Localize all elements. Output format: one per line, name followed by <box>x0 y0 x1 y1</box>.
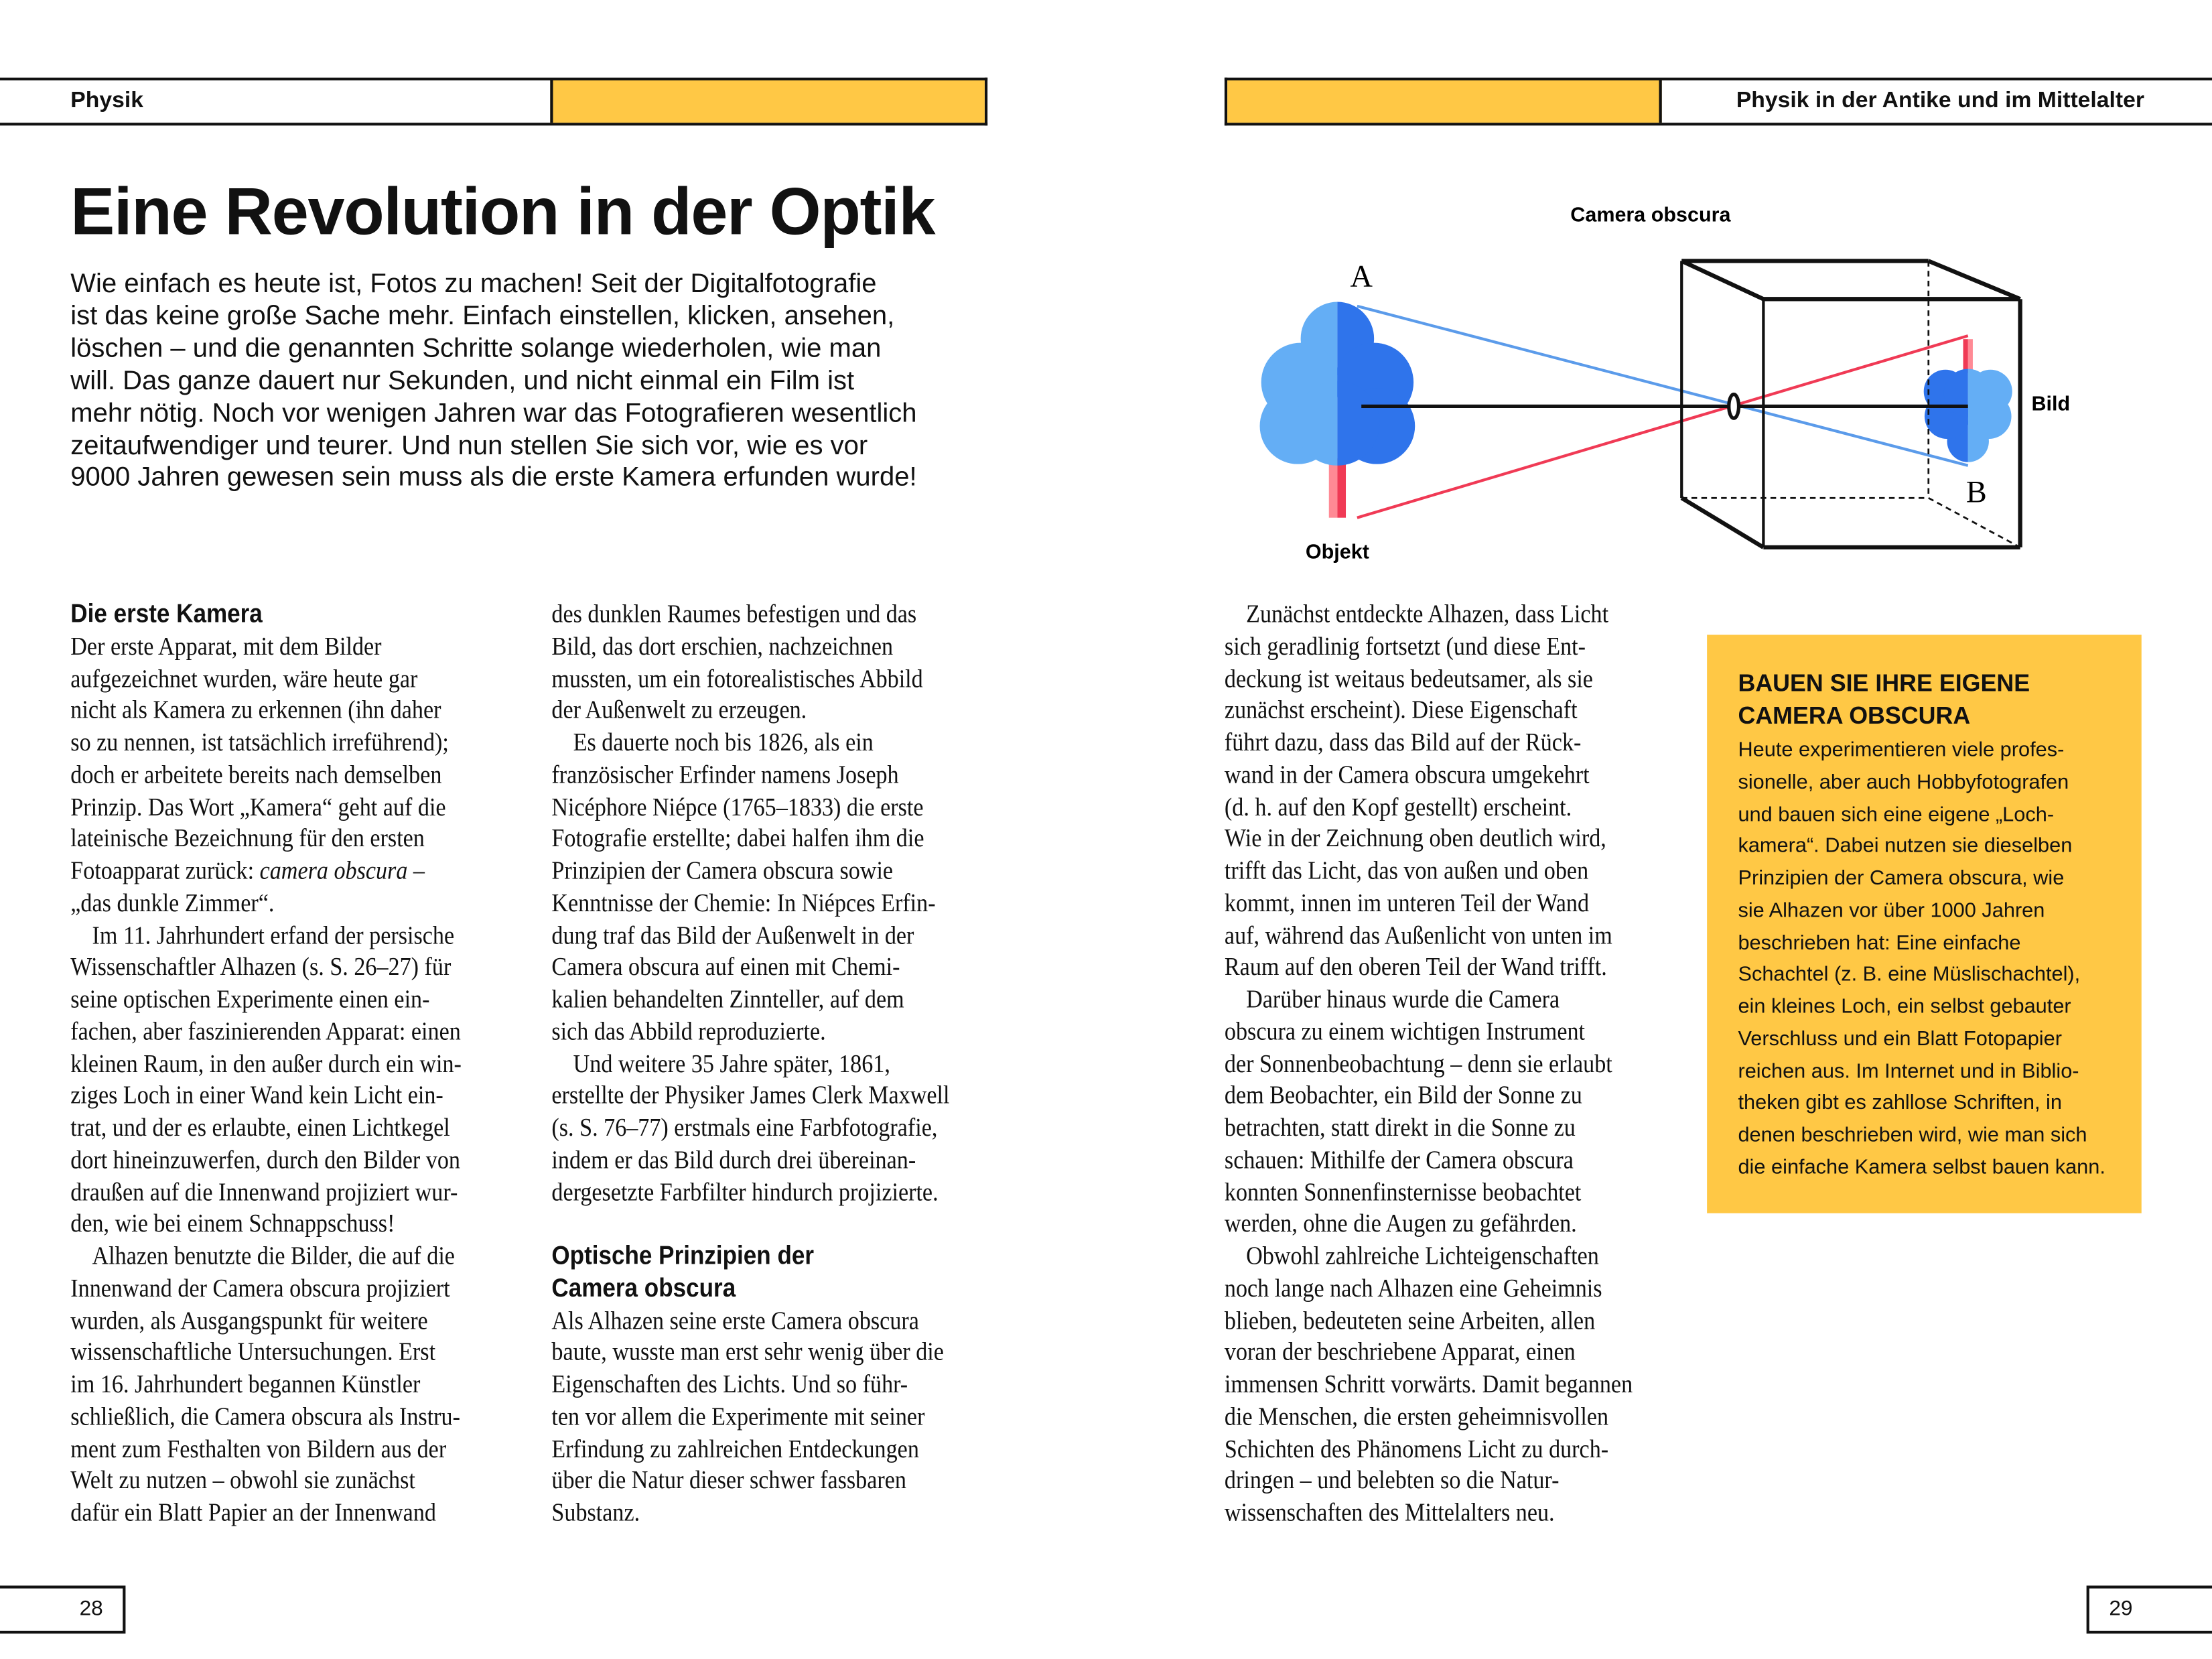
text-line: Erfindung zu zahlreichen Entdeckungen <box>551 1434 919 1463</box>
text-line: blieben, bedeuteten seine Arbeiten, allen <box>1224 1305 1596 1334</box>
text-line: Zunächst entdeckte Alhazen, dass Licht <box>1246 599 1609 628</box>
intro-line: mehr nötig. Noch vor wenigen Jahren war das Fotografieren wesentlich <box>70 399 917 429</box>
text-line: nicht als Kamera zu erkennen (ihn daher <box>70 695 441 724</box>
text-line: schließlich, die Camera obscura als Instru- <box>70 1402 460 1431</box>
text-line: Der erste Apparat, mit dem Bilder <box>70 631 382 660</box>
intro-line: Wie einfach es heute ist, Fotos zu machen! Seit der Digitalfotografie <box>70 269 877 300</box>
text-line: Bild, das dort erschien, nachzeichnen <box>551 631 894 660</box>
text-line: Substanz. <box>551 1498 640 1527</box>
chapter-label: Physik in der Antike und im Mittelalter <box>1736 88 2144 113</box>
text-line: führt dazu, dass das Bild auf der Rück- <box>1224 728 1582 756</box>
intro-line: löschen – und die genannten Schritte solange wiederholen, wie man <box>70 334 882 364</box>
section-label: Physik <box>70 88 143 113</box>
text-line: über die Natur dieser schwer fassbaren <box>551 1466 906 1495</box>
text-line: Fotografie erstellte; dabei halfen ihm die <box>551 824 924 853</box>
text-line: dort hineinzuwerfen, durch den Bilder von <box>70 1145 460 1174</box>
text-line: aufgezeichnet wurden, wäre heute gar <box>70 663 418 692</box>
text-line: wurden, als Ausgangspunkt für weitere <box>70 1305 428 1334</box>
info-box-line: Prinzipien der Camera obscura, wie <box>1738 867 2065 890</box>
page-number: 29 <box>2109 1597 2133 1621</box>
info-box-line: reichen aus. Im Internet und in Biblio- <box>1738 1060 2079 1083</box>
text-line: fachen, aber faszinierenden Apparat: einen <box>70 1016 461 1045</box>
info-box-line: denen beschrieben wird, wie man sich <box>1738 1124 2087 1148</box>
text-line: ziges Loch in einer Wand kein Licht ein- <box>70 1081 443 1110</box>
text-line: „das dunkle Zimmer“. <box>70 888 275 917</box>
text-line: Camera obscura auf einen mit Chemi- <box>551 952 900 981</box>
text-line: Wie in der Zeichnung oben deutlich wird, <box>1224 824 1606 853</box>
text-line: Schichten des Phänomens Licht zu durch- <box>1224 1434 1609 1463</box>
page-title: Eine Revolution in der Optik <box>70 173 935 249</box>
page-number-left <box>0 1585 125 1634</box>
info-box-text <box>1738 735 2105 1185</box>
info-box-line: beschrieben hat: Eine einfache <box>1738 931 2021 955</box>
text-line: Obwohl zahlreiche Lichteigenschaften <box>1246 1241 1599 1270</box>
text-line: dringen – und belebten so die Natur- <box>1224 1466 1560 1495</box>
text-line: der Außenwelt zu erzeugen. <box>551 695 807 724</box>
info-box-line: kamera“. Dabei nutzen sie dieselben <box>1738 836 2073 858</box>
info-box-line: Schachtel (z. B. eine Müslischachtel), <box>1738 964 2081 987</box>
text-line: zunächst erscheint). Diese Eigenschaft <box>1224 695 1578 724</box>
info-box-title <box>1738 667 2030 732</box>
intro-line: zeitaufwendiger und teurer. Und nun stellen Sie sich vor, wie es vor <box>70 431 868 461</box>
text-line: Welt zu nutzen – obwohl sie zunächst <box>70 1466 415 1495</box>
intro-line: will. Das ganze dauert nur Sekunden, und nicht einmal ein Film ist <box>70 366 855 397</box>
info-box-line: sionelle, aber auch Hobbyfotografen <box>1738 771 2069 794</box>
text-line: wissenschaften des Mittelalters neu. <box>1224 1498 1555 1527</box>
text-line: die Menschen, die ersten geheimnisvollen <box>1224 1402 1609 1431</box>
italic-term: camera obscura <box>259 856 408 885</box>
text-line: Darüber hinaus wurde die Camera <box>1246 984 1560 1013</box>
text-line: des dunklen Raumes befestigen und das <box>551 599 917 628</box>
text-column-3 <box>1225 598 1643 1529</box>
text-line: im 16. Jahrhundert begannen Künstler <box>70 1370 421 1398</box>
info-box-title-line: BAUEN SIE IHRE EIGENE <box>1738 670 2030 698</box>
text-line: Kenntnisse der Chemie: In Niépces Erfin- <box>551 888 936 917</box>
info-box <box>1707 635 2142 1213</box>
intro-line: ist das keine große Sache mehr. Einfach einstellen, klicken, ansehen, <box>70 302 895 332</box>
text-line: Wissenschaftler Alhazen (s. S. 26–27) für <box>70 952 452 981</box>
text-line: sich geradlinig fortsetzt (und diese Ent- <box>1224 631 1586 660</box>
intro-line: 9000 Jahren gewesen sein muss als die erste Kamera erfunden wurde! <box>70 463 917 493</box>
text-line: (s. S. 76–77) erstmals eine Farbfotografie, <box>551 1113 938 1142</box>
label-object: Objekt <box>1305 540 1369 563</box>
text-line: wand in der Camera obscura umgekehrt <box>1224 760 1590 789</box>
text-line: auf, während das Außenlicht von unten im <box>1224 920 1612 949</box>
section-heading: Camera obscura <box>551 1272 736 1302</box>
text-line: den, wie bei einem Schnappschuss! <box>70 1209 395 1238</box>
text-line: erstellte der Physiker James Clerk Maxwell <box>551 1081 950 1110</box>
text-line: Raum auf den oberen Teil der Wand trifft. <box>1224 952 1607 981</box>
text-line: Als Alhazen seine erste Camera obscura <box>551 1305 919 1334</box>
info-box-title-line: CAMERA OBSCURA <box>1738 702 1971 730</box>
text-line: wissenschaftliche Untersuchungen. Erst <box>70 1337 436 1366</box>
text-line: lateinische Bezeichnung für den ersten <box>70 824 425 853</box>
text-line: kommt, innen im unteren Teil der Wand <box>1224 888 1590 917</box>
text-line: Nicéphore Niépce (1765–1833) die erste <box>551 792 924 821</box>
text-line: Es dauerte noch bis 1826, als ein <box>573 728 874 756</box>
text-line: kalien behandelten Zinnteller, auf dem <box>551 984 904 1013</box>
text-column-2 <box>551 598 970 1529</box>
info-box-line: theken gibt es zahllose Schriften, in <box>1738 1092 2062 1116</box>
image-tree-icon <box>1924 339 2012 462</box>
text-line: immensen Schritt vorwärts. Damit begannen <box>1224 1370 1633 1398</box>
text-line: Alhazen benutzte die Bilder, die auf die <box>92 1241 455 1270</box>
text-line: obscura zu einem wichtigen Instrument <box>1224 1016 1586 1045</box>
info-box-line: die einfache Kamera selbst bauen kann. <box>1738 1156 2105 1180</box>
text-line: dung traf das Bild der Außenwelt in der <box>551 920 914 949</box>
pinhole <box>1729 394 1739 418</box>
label-image: Bild <box>2031 392 2071 415</box>
page-number: 28 <box>79 1597 103 1621</box>
text-line: konnten Sonnenfinsternisse beobachtet <box>1224 1177 1582 1206</box>
text-line: trat, und der es erlaubte, einen Lichtkegel <box>70 1113 450 1142</box>
section-heading: Die erste Kamera <box>70 598 263 628</box>
info-box-line: sie Alhazen vor über 1000 Jahren <box>1738 899 2045 923</box>
text-line: Innenwand der Camera obscura projiziert <box>70 1273 450 1302</box>
info-box-line: Verschluss und ein Blatt Fotopapier <box>1738 1028 2062 1051</box>
text-line: betrachten, statt direkt in die Sonne zu <box>1224 1113 1576 1142</box>
text-line: dergesetzte Farbfilter hindurch projizierte. <box>551 1177 939 1206</box>
diagram-title: Camera obscura <box>1570 203 1731 226</box>
text-line: Eigenschaften des Lichts. Und so führ- <box>551 1370 908 1398</box>
camera-obscura-diagram <box>1213 184 2088 579</box>
text-column-1 <box>70 598 489 1529</box>
text-line: trifft das Licht, das von außen und oben <box>1224 856 1589 885</box>
object-tree-icon <box>1260 302 1415 518</box>
text-line: kleinen Raum, in den außer durch ein win- <box>70 1049 462 1077</box>
label-a: A <box>1350 259 1373 294</box>
text-line: deckung ist weitaus bedeutsamer, als sie <box>1224 663 1593 692</box>
text-segment: Fotoapparat zurück: <box>70 856 260 885</box>
text-line: Im 11. Jahrhundert erfand der persische <box>92 920 455 949</box>
info-box-line: Heute experimentieren viele profes- <box>1738 739 2065 762</box>
text-line: baute, wusste man erst sehr wenig über die <box>551 1337 944 1366</box>
text-line: Prinzipien der Camera obscura sowie <box>551 856 894 885</box>
page-number-right <box>2087 1585 2212 1634</box>
label-b: B <box>1965 475 1987 510</box>
text-line: werden, ohne die Augen zu gefährden. <box>1224 1209 1577 1238</box>
text-line: dafür ein Blatt Papier an der Innenwand <box>70 1498 436 1527</box>
text-line: Prinzip. Das Wort „Kamera“ geht auf die <box>70 792 446 821</box>
text-line: Und weitere 35 Jahre später, 1861, <box>573 1049 890 1077</box>
info-box-line: und bauen sich eine eigene „Loch- <box>1738 803 2055 826</box>
text-line: mussten, um ein fotorealistisches Abbild <box>551 663 923 692</box>
text-line: sich das Abbild reproduzierte. <box>551 1016 826 1045</box>
text-line: ten vor allem die Experimente mit seiner <box>551 1402 925 1431</box>
text-line: so zu nennen, ist tatsächlich irreführend); <box>70 728 449 756</box>
info-box-line: ein kleines Loch, ein selbst gebauter <box>1738 996 2071 1019</box>
intro-text <box>70 269 916 496</box>
text-line: noch lange nach Alhazen eine Geheimnis <box>1224 1273 1602 1302</box>
header-accent <box>1227 80 1662 123</box>
header-bar-left <box>0 78 987 126</box>
text-line <box>70 855 489 887</box>
section-heading: Optische Prinzipien der <box>551 1240 815 1270</box>
text-line: indem er das Bild durch drei übereinan- <box>551 1145 916 1174</box>
light-ray-blue <box>1357 306 1968 466</box>
text-line: doch er arbeitete bereits nach demselben <box>70 760 442 789</box>
text-line: französischer Erfinder namens Joseph <box>551 760 899 789</box>
light-ray-red <box>1357 336 1968 518</box>
text-segment: – <box>407 856 425 885</box>
header-accent <box>550 80 985 123</box>
text-line: (d. h. auf den Kopf gestellt) erscheint. <box>1224 792 1572 821</box>
text-line: der Sonnenbeobachtung – denn sie erlaubt <box>1224 1049 1612 1077</box>
text-line: schauen: Mithilfe der Camera obscura <box>1224 1145 1574 1174</box>
text-line: seine optischen Experimente einen ein- <box>70 984 430 1013</box>
header-bar-right <box>1225 78 2212 126</box>
text-line: dem Beobachter, ein Bild der Sonne zu <box>1224 1081 1582 1110</box>
text-line: voran der beschriebene Apparat, einen <box>1224 1337 1576 1366</box>
text-line: ment zum Festhalten von Bildern aus der <box>70 1434 447 1463</box>
text-line: draußen auf die Innenwand projiziert wur- <box>70 1177 458 1206</box>
